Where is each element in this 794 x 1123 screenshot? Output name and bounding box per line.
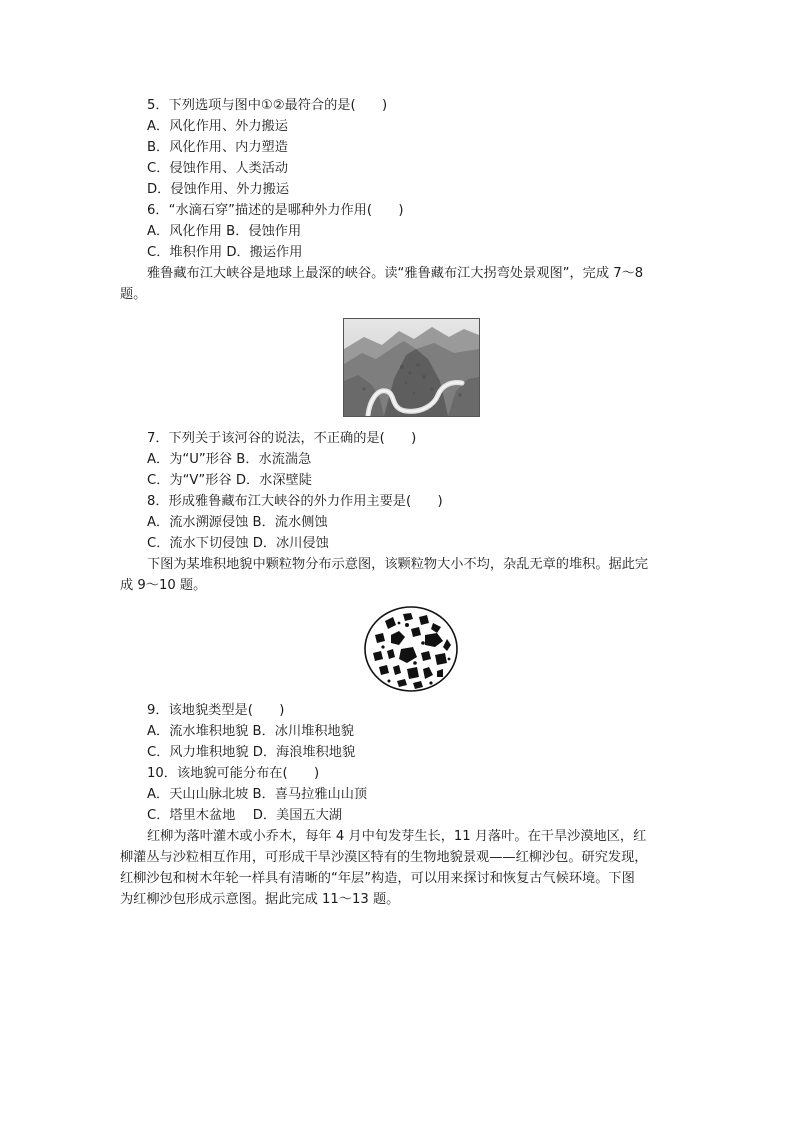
passage-tamarisk-line-2: 柳灌丛与沙粒相互作用，可形成干旱沙漠区特有的生物地貌景观——红柳沙包。研究发现， [120, 850, 648, 865]
question-6-options-ab: A．风化作用 B．侵蚀作用 [147, 224, 302, 239]
canyon-landscape-photo [343, 318, 480, 417]
question-10-options-cd: C．塔里木盆地 D．美国五大湖 [147, 808, 342, 823]
passage-tamarisk-line-4: 为红柳沙包形成示意图。据此完成 11～13 题。 [120, 892, 400, 907]
question-7-options-ab: A．为“U”形谷 B．水流湍急 [147, 452, 312, 467]
passage-deposit-line-2: 成 9～10 题。 [120, 578, 207, 593]
canyon-photo-illustration [344, 319, 479, 416]
passage-canyon-line-1: 雅鲁藏布江大峡谷是地球上最深的峡谷。读“雅鲁藏布江大拐弯处景观图”，完成 7～8 [147, 266, 644, 281]
question-10-options-ab: A．天山山脉北坡 B．喜马拉雅山山顶 [147, 787, 368, 802]
particle-distribution-diagram [363, 605, 459, 693]
question-6-stem: 6．“水滴石穿”描述的是哪种外力作用( ) [147, 203, 404, 218]
question-7-options-cd: C．为“V”形谷 D．水深壁陡 [147, 473, 312, 488]
question-5-option-c: C．侵蚀作用、人类活动 [147, 161, 289, 176]
passage-tamarisk-line-1: 红柳为落叶灌木或小乔木，每年 4 月中旬发芽生长，11 月落叶。在干旱沙漠地区，红 [147, 829, 647, 844]
question-9-options-cd: C．风力堆积地貌 D．海浪堆积地貌 [147, 745, 356, 760]
question-8-options-ab: A．流水溯源侵蚀 B．流水侧蚀 [147, 515, 328, 530]
passage-deposit-line-1: 下图为某堆积地貌中颗粒物分布示意图，该颗粒物大小不均，杂乱无章的堆积。据此完 [147, 557, 649, 572]
question-5-option-a: A．风化作用、外力搬运 [147, 119, 288, 134]
question-5-stem: 5．下列选项与图中①②最符合的是( ) [147, 98, 388, 113]
passage-canyon-line-2: 题。 [120, 287, 147, 302]
question-9-options-ab: A．流水堆积地貌 B．冰川堆积地貌 [147, 724, 354, 739]
question-10-stem: 10．该地貌可能分布在( ) [147, 766, 320, 781]
question-8-stem: 8．形成雅鲁藏布江大峡谷的外力作用主要是( ) [147, 494, 443, 509]
question-9-stem: 9．该地貌类型是( ) [147, 703, 285, 718]
question-5-option-b: B．风化作用、内力塑造 [147, 140, 288, 155]
question-5-option-d: D．侵蚀作用、外力搬运 [147, 182, 290, 197]
question-6-options-cd: C．堆积作用 D．搬运作用 [147, 245, 303, 260]
question-7-stem: 7．下列关于该河谷的说法，不正确的是( ) [147, 431, 417, 446]
question-8-options-cd: C．流水下切侵蚀 D．冰川侵蚀 [147, 536, 329, 551]
particle-circle-illustration [363, 605, 459, 693]
passage-tamarisk-line-3: 红柳沙包和树木年轮一样具有清晰的“年层”构造，可以用来探讨和恢复古气候环境。下图 [120, 871, 635, 886]
